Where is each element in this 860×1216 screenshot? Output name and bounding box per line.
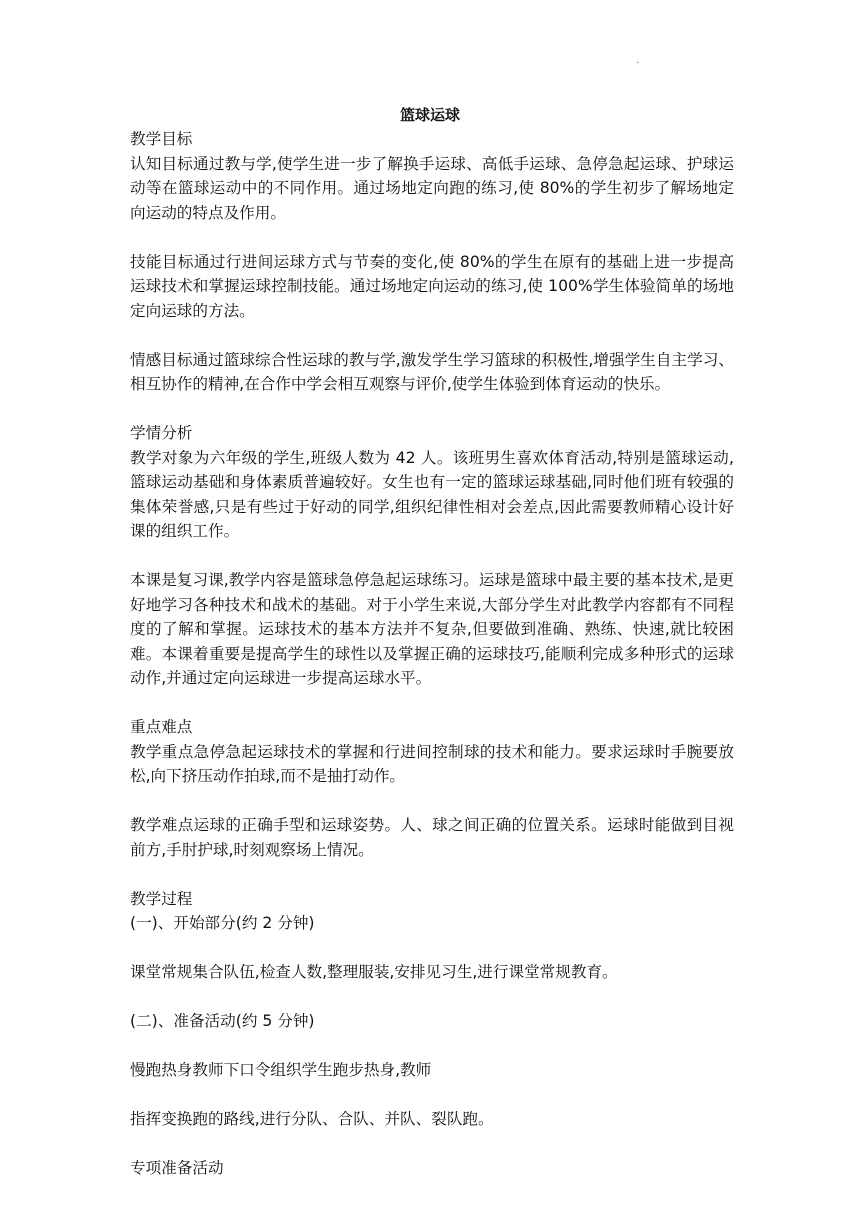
subheading-part-one: (一)、开始部分(约 2 分钟) bbox=[130, 914, 315, 932]
corner-mark: . bbox=[636, 55, 640, 66]
paragraph-gap bbox=[130, 323, 734, 348]
paragraph-gap bbox=[130, 691, 734, 716]
section-heading-process: 教学过程 bbox=[130, 889, 193, 908]
subheading-part-two: (二)、准备活动(约 5 分钟) bbox=[130, 1012, 315, 1030]
section-heading-objectives: 教学目标 bbox=[130, 130, 193, 148]
paragraph-special-prep: 专项准备活动 bbox=[130, 1159, 224, 1177]
document-title: 篮球运球 bbox=[399, 106, 460, 124]
paragraph-content-analysis: 本课是复习课,教学内容是篮球急停急起运球练习。运球是篮球中最主要的基本技术,是更好地学习各种技术和战术的基础。对于小学生来说,大部分学生对此教学内容都有不同程度的了解和掌握。运球技术的基本方法并不复杂,但要做到准确、熟练、快速,就比较困难。本课着重要是提高学生的球性以及掌握正确的运球技巧,能顺利完成多种形式的运球动作,并通过定向运球进一步提高运球水平。 bbox=[130, 571, 734, 687]
paragraph-gap bbox=[130, 1034, 734, 1059]
paragraph-gap bbox=[130, 397, 734, 422]
paragraph-skill-objective: 技能目标通过行进间运球方式与节奏的变化,使 80%的学生在原有的基础上进一步提高运球技术和掌握运球控制技能。通过场地定向运动的练习,使 100%学生体验简单的场地定向运球的方法。 bbox=[130, 252, 734, 320]
document-body bbox=[130, 127, 734, 1181]
paragraph-part-two-a: 慢跑热身教师下口令组织学生跑步热身,教师 bbox=[130, 1061, 432, 1079]
paragraph-student-analysis: 教学对象为六年级的学生,班级人数为 42 人。该班男生喜欢体育活动,特别是篮球运动,篮球运动基础和身体素质普遍较好。女生也有一定的篮球运球基础,同时他们班有较强的集体荣誉感,只是有些过于好动的同学,组织纪律性相对会差点,因此需要教师精心设计好课的组织工作。 bbox=[130, 448, 734, 540]
section-heading-key-points: 重点难点 bbox=[130, 718, 193, 736]
paragraph-gap bbox=[130, 936, 734, 961]
paragraph-gap bbox=[130, 225, 734, 250]
section-heading-analysis: 学情分析 bbox=[130, 424, 193, 442]
paragraph-gap bbox=[130, 862, 734, 887]
paragraph-gap bbox=[130, 1083, 734, 1108]
paragraph-difficult-point: 教学难点运球的正确手型和运球姿势。人、球之间正确的位置关系。运球时能做到目视前方,手肘护球,时刻观察场上情况。 bbox=[130, 816, 734, 859]
paragraph-key-point: 教学重点急停急起运球技术的掌握和行进间控制球的技术和能力。要求运球时手腕要放松,向下挤压动作拍球,而不是抽打动作。 bbox=[130, 742, 734, 785]
paragraph-gap bbox=[130, 1132, 734, 1157]
paragraph-gap bbox=[130, 985, 734, 1010]
paragraph-part-one: 课堂常规集合队伍,检查人数,整理服装,安排见习生,进行课堂常规教育。 bbox=[130, 963, 618, 981]
paragraph-gap bbox=[130, 544, 734, 569]
paragraph-affective-objective: 情感目标通过篮球综合性运球的教与学,激发学生学习篮球的积极性,增强学生自主学习、相互协作的精神,在合作中学会相互观察与评价,使学生体验到体育运动的快乐。 bbox=[130, 350, 734, 393]
paragraph-gap bbox=[130, 789, 734, 814]
paragraph-part-two-b: 指挥变换跑的路线,进行分队、合队、并队、裂队跑。 bbox=[130, 1110, 494, 1128]
paragraph-cognitive-objective: 认知目标通过教与学,使学生进一步了解换手运球、高低手运球、急停急起运球、护球运动等在篮球运动中的不同作用。通过场地定向跑的练习,使 80%的学生初步了解场地定向运动的特点及作用。 bbox=[130, 154, 734, 222]
